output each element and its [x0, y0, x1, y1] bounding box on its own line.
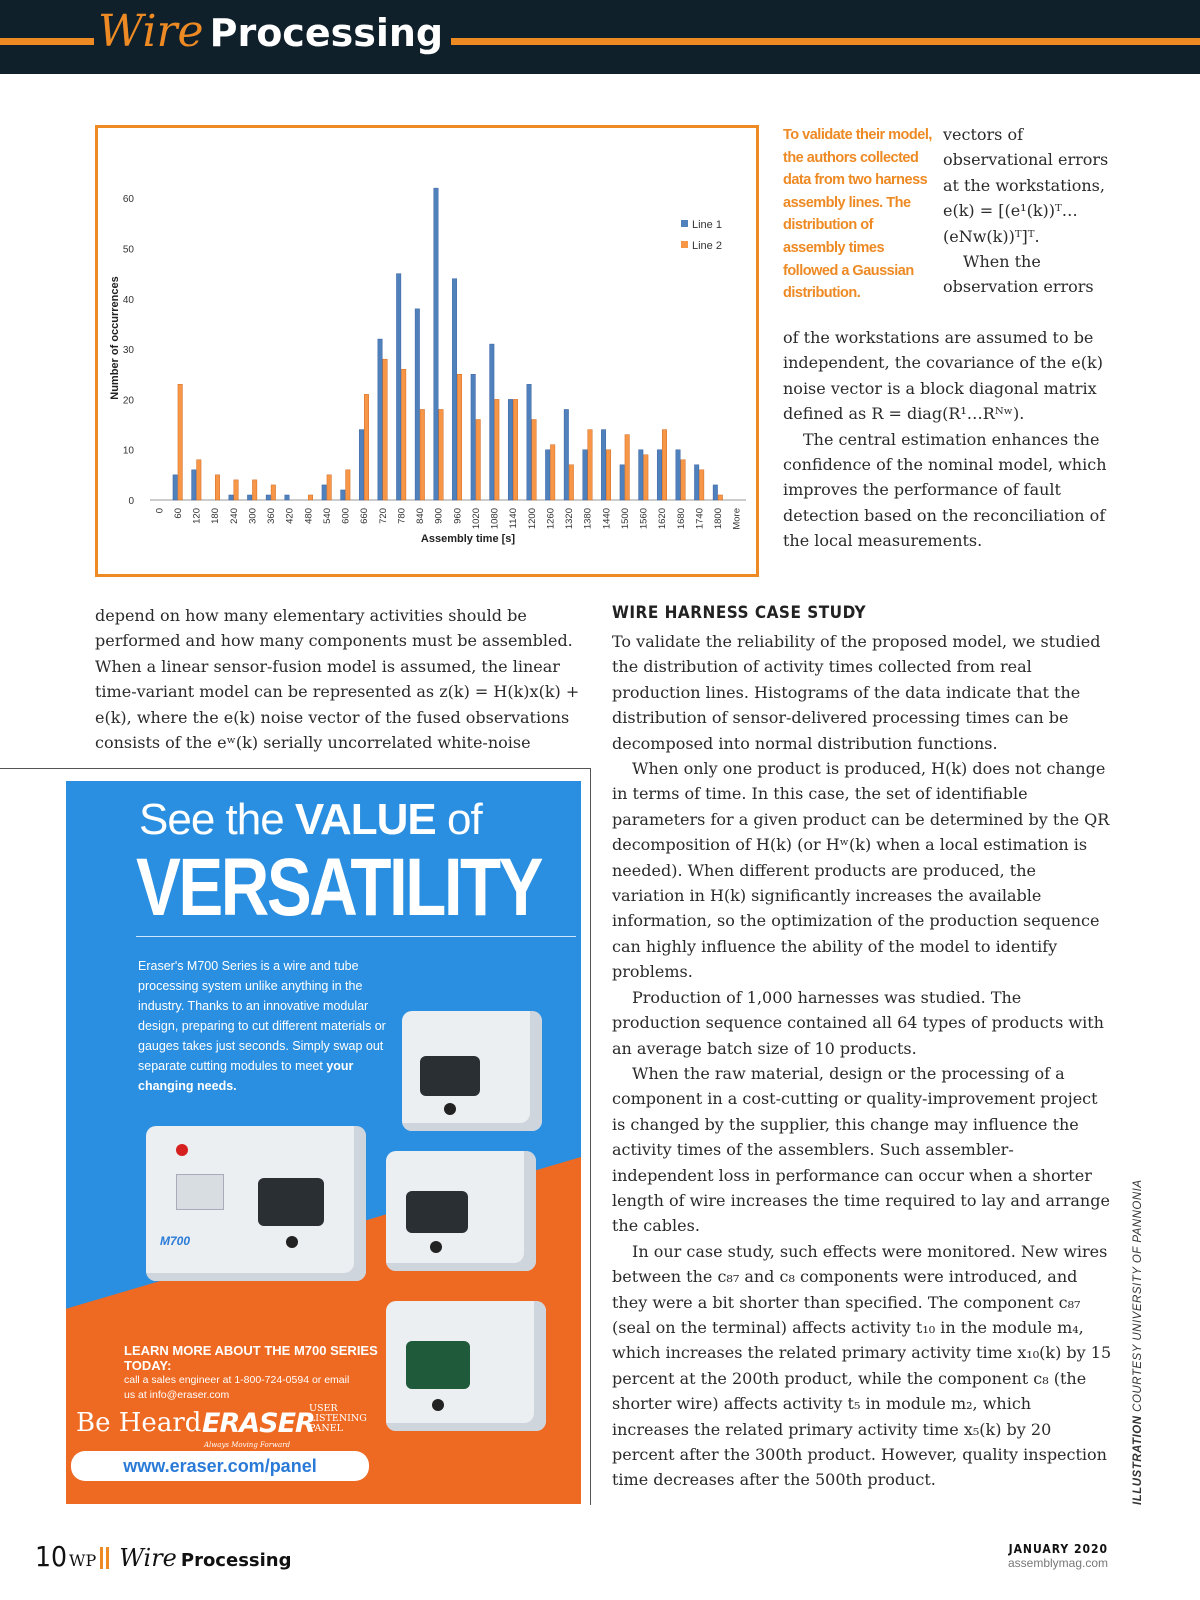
footer-wp: WP: [69, 1551, 97, 1570]
x-tick-label: 1800: [713, 508, 725, 530]
y-tick-label: 20: [122, 395, 134, 407]
y-tick-label: 30: [122, 345, 134, 357]
case-study-heading: WIRE HARNESS CASE STUDY: [612, 603, 867, 623]
right-middle-text: [783, 325, 1118, 554]
module-slot: [406, 1191, 468, 1233]
module-image-1: [402, 1011, 542, 1131]
x-tick-label: 1740: [694, 508, 706, 530]
right-top-text: [943, 122, 1123, 300]
case-study-text: [612, 629, 1112, 1493]
bar-line2: [476, 420, 481, 500]
y-axis-title: Number of occurrences: [109, 276, 121, 400]
bar-line1: [396, 274, 401, 500]
ad-headline-value: VALUE: [294, 795, 436, 844]
x-tick-label: More: [731, 508, 743, 530]
section-title-bold: Processing: [209, 11, 444, 55]
x-tick-label: 1140: [508, 508, 520, 529]
bar-line2: [550, 445, 555, 500]
y-tick-label: 40: [122, 294, 134, 306]
credit-source: COURTESY UNIVERSITY OF PANNONIA: [1132, 1179, 1144, 1412]
bar-line1: [285, 495, 290, 500]
credit-label: ILLUSTRATION: [1132, 1415, 1144, 1505]
footer-bold: Processing: [180, 1550, 292, 1571]
footer-issue: [1008, 1542, 1108, 1570]
x-tick-label: 1560: [638, 508, 650, 530]
section-title: [94, 6, 451, 66]
bar-line2: [495, 399, 500, 500]
histogram-chart: [95, 125, 759, 577]
ad-learn-more: [124, 1343, 424, 1403]
x-tick-label: 1380: [582, 508, 594, 530]
machine-label: M700: [160, 1234, 191, 1248]
issue-date: JANUARY 2020: [1008, 1542, 1108, 1556]
bar-line1: [471, 374, 476, 500]
x-tick-label: 0: [154, 508, 166, 514]
x-tick-label: 480: [303, 508, 315, 524]
x-tick-label: 240: [228, 508, 240, 524]
bar-line1: [620, 465, 625, 500]
x-tick-label: 1500: [619, 508, 631, 530]
bar-line1: [434, 188, 439, 500]
histogram-svg: [98, 128, 756, 574]
footer-script: Wire: [119, 1544, 177, 1572]
module-knob: [430, 1241, 442, 1253]
bar-line2: [699, 470, 704, 500]
x-tick-label: 1680: [675, 508, 687, 530]
module-knob: [286, 1236, 298, 1248]
bar-line1: [322, 485, 327, 500]
bar-line2: [439, 409, 444, 500]
bar-line1: [266, 495, 271, 500]
bar-line2: [513, 399, 518, 500]
eraser-advertisement[interactable]: [66, 781, 581, 1504]
m700-machine-image: [146, 1126, 366, 1281]
ad-headline: [139, 795, 482, 845]
y-tick-label: 0: [128, 496, 134, 507]
x-tick-label: 1320: [564, 508, 576, 530]
x-tick-label: 60: [172, 508, 184, 519]
module-slot: [420, 1056, 480, 1096]
paragraph: The central estimation enhances the confidence of the nominal model, which improves the performance of fault detection based on the reconciliation of the local measurements.: [783, 429, 1107, 551]
bar-line2: [308, 495, 313, 500]
x-tick-label: 600: [340, 508, 352, 524]
site-url[interactable]: assemblymag.com: [1007, 1556, 1108, 1570]
ad-panel-label: USER LISTENING PANEL: [309, 1403, 367, 1434]
x-tick-label: 540: [321, 508, 333, 524]
bar-line1: [639, 450, 644, 500]
ad-be-heard: Be Heard: [76, 1408, 202, 1438]
page-number: 10: [35, 1540, 68, 1573]
bar-line2: [197, 460, 202, 500]
paragraph: When only one product is produced, H(k) does not change in terms of time. In this case, the set of identifiable parameters for a given product can be determined by the QR decomposition of H(k) (or Hʷ(k) when a local estimation is needed). When different products are produced, the variation in H(k) significantly increases the available information, so the optimization of the production sequence can highly influence the ability of the model to identify problems.: [612, 759, 1110, 982]
eraser-logo: ERASER: [202, 1408, 315, 1439]
y-tick-label: 50: [122, 244, 134, 256]
paragraph: Production of 1,000 harnesses was studied. The production sequence contained all 64 types of products with an average batch size of 10 products.: [612, 987, 1104, 1058]
ad-description: [138, 956, 408, 1096]
bar-line2: [346, 470, 351, 500]
paragraph: of the workstations are assumed to be independent, the covariance of the e(k) noise vector is a block diagonal matrix defined as R = diag(R¹…Rᴺʷ).: [783, 328, 1103, 424]
bar-line1: [694, 465, 699, 500]
x-tick-label: 180: [210, 508, 222, 524]
legend-label: Line 1: [692, 219, 722, 231]
bar-line1: [713, 485, 718, 500]
paragraph: depend on how many elementary activities should be performed and how many components must be assembled. When a linear sensor-fusion model is assumed, the linear time-variant model can be represented as z(k) = H(k)x(k) + e(k), where the e(k) noise vector of the fused observations consists of the eʷ(k) serially uncorrelated white-noise: [95, 606, 580, 753]
ad-description-bold: your changing needs.: [138, 1059, 354, 1093]
illustration-credit: [1132, 1179, 1144, 1505]
bar-line1: [341, 490, 346, 500]
bar-line1: [229, 495, 234, 500]
bar-line1: [452, 279, 457, 500]
x-tick-label: 780: [396, 508, 408, 524]
bar-line1: [564, 409, 569, 500]
legend-label: Line 2: [692, 240, 722, 252]
bar-line2: [588, 430, 593, 500]
x-tick-label: 1620: [657, 508, 669, 530]
bar-line2: [252, 480, 257, 500]
x-tick-label: 1260: [545, 508, 557, 530]
bar-line1: [583, 450, 588, 500]
x-axis-title: Assembly time [s]: [420, 533, 516, 545]
bar-line2: [644, 455, 649, 500]
module-knob: [432, 1399, 444, 1411]
ad-frame-top: [0, 768, 590, 769]
ad-divider: [136, 936, 576, 937]
bar-line1: [173, 475, 178, 500]
bar-line1: [508, 399, 513, 500]
bar-line1: [601, 430, 606, 500]
bar-line2: [234, 480, 239, 500]
paragraph: When the observation errors: [943, 252, 1094, 297]
x-tick-label: 300: [247, 508, 259, 524]
ad-versatility: VERSATILITY: [136, 842, 542, 933]
paragraph: To validate the reliability of the proposed model, we studied the distribution of activity times collected from real production lines. Histograms of the data indicate that the distribution of sensor-delivered processing times can be decomposed into normal distribution functions.: [612, 632, 1101, 753]
bar-line2: [606, 450, 611, 500]
bar-line2: [178, 384, 183, 500]
y-tick-label: 60: [122, 194, 134, 206]
ad-headline-post: of: [447, 795, 482, 844]
bar-line2: [681, 460, 686, 500]
bar-line1: [490, 344, 495, 500]
keypad-icon: [176, 1174, 224, 1210]
bar-line1: [415, 309, 420, 500]
bar-line2: [364, 394, 369, 500]
bar-line2: [569, 465, 574, 500]
ad-url-link[interactable]: www.eraser.com/panel: [71, 1451, 369, 1481]
bar-line1: [192, 470, 197, 500]
x-tick-label: 960: [452, 508, 464, 524]
page-header: [0, 0, 1200, 74]
emergency-stop-icon: [176, 1144, 188, 1156]
bar-line2: [327, 475, 332, 500]
bar-line1: [676, 450, 681, 500]
x-tick-label: 720: [377, 508, 389, 524]
bar-line1: [545, 450, 550, 500]
paragraph: In our case study, such effects were monitored. New wires between the c₈₇ and c₈ components were introduced, and they were a bit shorter than specified. The component c₈₇ (seal on the terminal) affects activity t₁₀ in the module m₄, which increases the related primary activity time x₁₀(k) by 15 percent at the 200th product, while the component c₈ (the shorter wire) affects activity t₅ in module m₂, which increases the related primary activity time x₅(k) by 20 percent after the 300th product. However, quality inspection time decreases after the 500th product.: [612, 1241, 1112, 1490]
bar-line2: [457, 374, 462, 500]
bar-line2: [718, 495, 723, 500]
ad-frame-right: [590, 768, 591, 1505]
paragraph: When the raw material, design or the processing of a component in a cost-cutting or quality-improvement project is changed by the supplier, this change may influence the activity times of the assemblers. Such assembler-independent loss in performance can occur when a shorter length of wire increases the time required to lay and arrange the cables.: [612, 1063, 1110, 1236]
footer-folio: [35, 1540, 292, 1573]
bar-line2: [401, 369, 406, 500]
bar-line1: [247, 495, 252, 500]
x-tick-label: 1440: [601, 508, 613, 530]
x-tick-label: 660: [359, 508, 371, 524]
bar-line2: [215, 475, 220, 500]
eraser-tagline: Always Moving Forward: [204, 1441, 291, 1449]
paragraph: vectors of observational errors at the workstations, e(k) = [(e¹(k))ᵀ… (eNw(k))ᵀ]ᵀ.: [943, 125, 1109, 246]
x-tick-label: 1020: [470, 508, 482, 530]
ad-description-main: Eraser's M700 Series is a wire and tube processing system unlike anything in the industry. Thanks to an innovative modular design, preparing to cut different materials or gauges takes just seconds. Simply swap out separate cutting modules to meet: [138, 959, 386, 1073]
module-image-2: [386, 1151, 536, 1271]
left-column-text: [95, 603, 595, 755]
figure-caption: To validate their model, the authors collected data from two harness assembly lines. The distribution of assembly times followed a Gaussian distribution.: [783, 127, 932, 302]
bar-line2: [662, 430, 667, 500]
x-tick-label: 120: [191, 508, 203, 524]
folio-bars-icon: [100, 1547, 109, 1569]
bar-line1: [378, 339, 383, 500]
x-tick-label: 900: [433, 508, 445, 524]
y-tick-label: 10: [122, 445, 134, 457]
x-tick-label: 840: [415, 508, 427, 524]
legend-swatch: [681, 220, 688, 227]
bar-line2: [532, 420, 537, 500]
x-tick-label: 1200: [526, 508, 538, 530]
legend-swatch: [681, 241, 688, 248]
ad-headline-pre: See the: [139, 795, 284, 844]
module-knob: [444, 1103, 456, 1115]
bar-line2: [271, 485, 276, 500]
x-tick-label: 420: [284, 508, 296, 524]
bar-line2: [420, 409, 425, 500]
ad-learn-line2[interactable]: us at info@eraser.com: [124, 1389, 230, 1401]
bar-line1: [527, 384, 532, 500]
ad-learn-line1: call a sales engineer at 1-800-724-0594 or email: [124, 1374, 350, 1386]
x-tick-label: 1080: [489, 508, 501, 530]
x-tick-label: 360: [266, 508, 278, 524]
bar-line1: [657, 450, 662, 500]
bar-line2: [383, 359, 388, 500]
bar-line2: [625, 435, 630, 500]
section-title-script: Wire: [98, 6, 204, 57]
ad-learn-heading: LEARN MORE ABOUT THE M700 SERIES TODAY:: [124, 1343, 378, 1373]
bar-line1: [359, 430, 364, 500]
module-slot: [258, 1178, 324, 1226]
